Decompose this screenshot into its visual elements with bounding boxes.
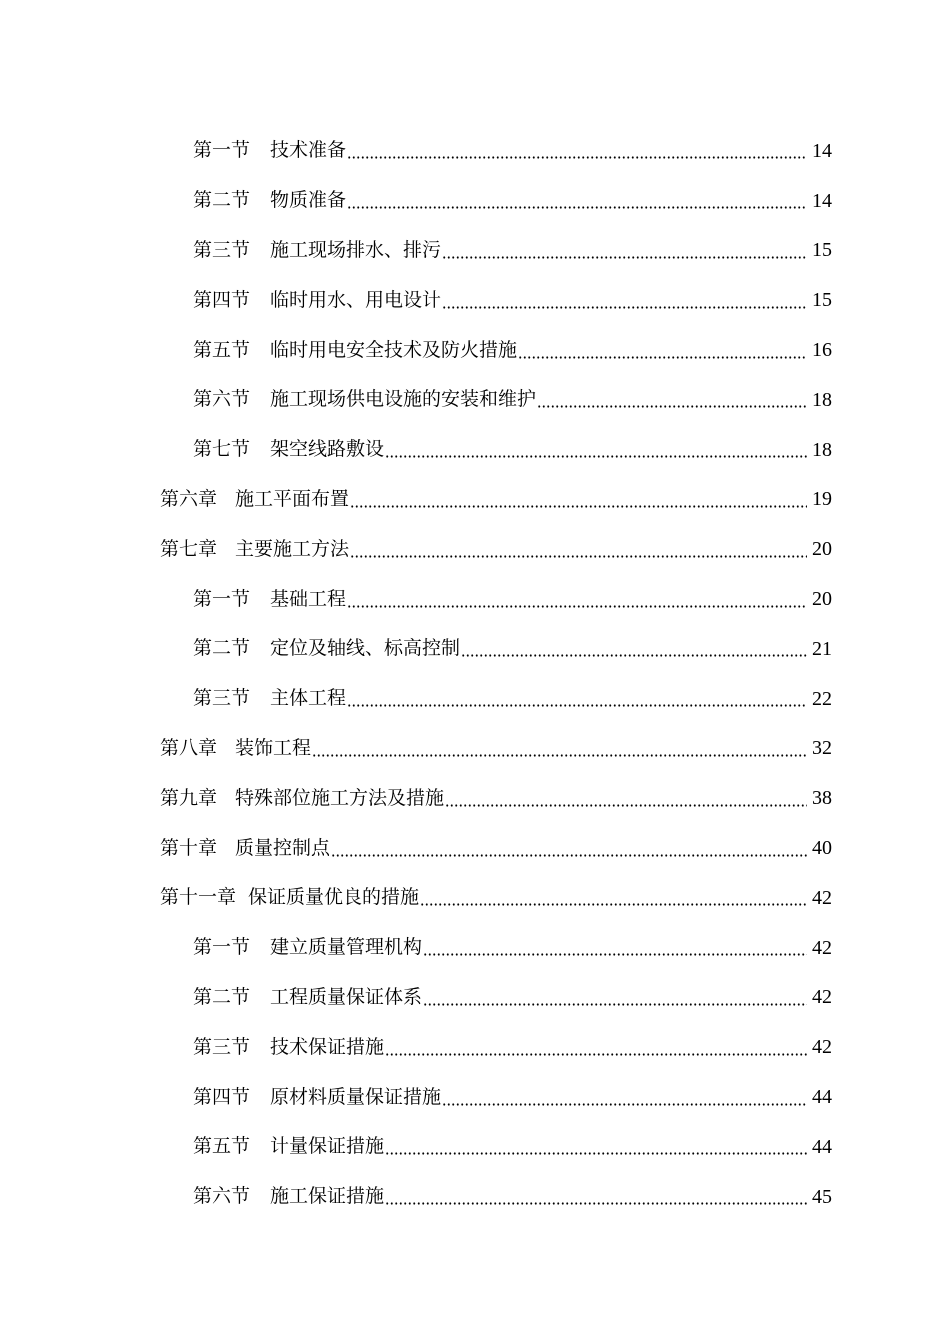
- toc-entry-text: [193, 938, 422, 957]
- toc-entry-text: [193, 191, 346, 210]
- toc-entry-page: 42: [812, 1036, 832, 1059]
- toc-entry-text: [193, 338, 518, 361]
- toc-entry[interactable]: [0, 524, 950, 574]
- toc-entry-label: 第五节: [193, 338, 251, 361]
- toc-entry-text: [193, 1085, 442, 1108]
- dot-leader: [385, 1137, 807, 1156]
- toc-entry-text: [193, 689, 346, 708]
- toc-entry-title: 主体工程: [270, 687, 347, 710]
- dot-leader: [445, 789, 807, 808]
- toc-entry-page: 22: [812, 687, 832, 710]
- toc-entry-text: [160, 836, 331, 859]
- toc-entry-title: 主要施工方法: [235, 537, 350, 560]
- toc-entry-title: 施工现场排水、排污: [270, 238, 442, 261]
- toc-entry-label: 第一节: [193, 587, 251, 610]
- toc-entry-text: [193, 141, 346, 160]
- toc-entry-label: 第二节: [193, 985, 251, 1008]
- dot-leader: [347, 590, 807, 609]
- toc-entry[interactable]: [0, 973, 950, 1023]
- toc-entry-label: 第九章: [160, 786, 218, 809]
- dot-leader: [385, 1187, 807, 1206]
- toc-entry-label: 第二节: [193, 189, 251, 212]
- toc-entry-label: 第二节: [193, 637, 251, 660]
- toc-entry[interactable]: [0, 126, 950, 176]
- toc-entry[interactable]: [0, 176, 950, 226]
- toc-entry-text: [160, 487, 350, 510]
- dot-leader: [347, 689, 807, 708]
- toc-entry[interactable]: [0, 873, 950, 923]
- dot-leader: [347, 191, 807, 210]
- toc-entry-title: 计量保证措施: [270, 1135, 385, 1158]
- toc-entry-label: 第十章: [160, 836, 218, 859]
- toc-entry[interactable]: [0, 1172, 950, 1222]
- toc-entry-page: 40: [812, 837, 832, 860]
- toc-entry-page: 15: [812, 289, 832, 312]
- toc-entry[interactable]: [0, 624, 950, 674]
- toc-entry-text: [193, 985, 423, 1008]
- toc-entry-text: [193, 1035, 385, 1058]
- toc-entry[interactable]: [0, 1022, 950, 1072]
- toc-entry-page: 44: [812, 1086, 832, 1109]
- dot-leader: [347, 141, 807, 160]
- toc-entry-label: 第一节: [193, 139, 251, 162]
- dot-leader: [312, 739, 807, 758]
- dot-leader: [420, 888, 807, 907]
- toc-entry[interactable]: [0, 1122, 950, 1172]
- toc-entry[interactable]: [0, 475, 950, 525]
- dot-leader: [385, 440, 807, 459]
- toc-entry[interactable]: [0, 375, 950, 425]
- toc-entry-title: 技术保证措施: [270, 1035, 385, 1058]
- dot-leader: [442, 1088, 807, 1107]
- toc-entry[interactable]: [0, 325, 950, 375]
- toc-entry-label: 第六章: [160, 487, 218, 510]
- toc-entry-title: 定位及轴线、标高控制: [270, 637, 461, 660]
- table-of-contents: [0, 126, 950, 1222]
- dot-leader: [423, 988, 807, 1007]
- toc-entry-text: [193, 587, 347, 610]
- dot-leader: [350, 540, 807, 559]
- toc-entry-title: 质量控制点: [235, 836, 331, 859]
- dot-leader: [331, 839, 807, 858]
- toc-entry-label: 第七节: [193, 438, 251, 461]
- toc-entry-title: 临时用水、用电设计: [270, 288, 442, 311]
- toc-entry-title: 施工现场供电设施的安装和维护: [270, 388, 537, 411]
- toc-entry[interactable]: [0, 226, 950, 276]
- toc-entry-label: 第七章: [160, 537, 218, 560]
- toc-entry-title: 物质准备: [270, 189, 347, 212]
- dot-leader: [385, 1038, 807, 1057]
- toc-entry-title: 建立质量管理机构: [270, 936, 423, 959]
- toc-entry[interactable]: [0, 724, 950, 774]
- toc-entry[interactable]: [0, 674, 950, 724]
- toc-entry[interactable]: [0, 1072, 950, 1122]
- toc-entry-page: 20: [812, 538, 832, 561]
- toc-entry[interactable]: [0, 773, 950, 823]
- toc-entry-page: 15: [812, 239, 832, 262]
- toc-entry[interactable]: [0, 275, 950, 325]
- toc-entry-text: [160, 786, 445, 809]
- toc-entry-text: [193, 288, 442, 311]
- dot-leader: [442, 291, 807, 310]
- toc-entry-page: 45: [812, 1185, 832, 1208]
- toc-entry-text: [193, 390, 536, 409]
- toc-entry-page: 16: [812, 339, 832, 362]
- dot-leader: [442, 241, 807, 260]
- toc-entry-text: [193, 1137, 384, 1156]
- toc-entry-page: 32: [812, 737, 832, 760]
- toc-entry-text: [193, 1187, 384, 1206]
- dot-leader: [350, 490, 807, 509]
- toc-entry-title: 装饰工程: [235, 736, 312, 759]
- toc-entry-label: 第三节: [193, 1035, 251, 1058]
- toc-entry-title: 特殊部位施工方法及措施: [235, 786, 445, 809]
- toc-entry-label: 第一节: [193, 936, 251, 959]
- toc-entry-text: [193, 238, 442, 261]
- toc-entry-label: 第六节: [193, 1185, 251, 1208]
- dot-leader: [423, 938, 807, 957]
- toc-entry-title: 临时用电安全技术及防火措施: [270, 338, 518, 361]
- toc-entry-label: 第三节: [193, 238, 251, 261]
- toc-entry-page: 42: [812, 886, 832, 909]
- toc-entry-text: [193, 639, 460, 658]
- toc-entry-title: 工程质量保证体系: [270, 985, 423, 1008]
- toc-entry-page: 19: [812, 488, 832, 511]
- toc-entry-label: 第四节: [193, 288, 251, 311]
- toc-entry-label: 第十一章: [160, 886, 237, 909]
- toc-entry-text: [193, 440, 384, 459]
- toc-entry-title: 技术准备: [270, 139, 347, 162]
- toc-entry-title: 基础工程: [270, 587, 347, 610]
- toc-entry-label: 第三节: [193, 687, 251, 710]
- toc-entry-label: 第六节: [193, 388, 251, 411]
- dot-leader: [518, 341, 807, 360]
- toc-entry-title: 施工保证措施: [270, 1185, 385, 1208]
- toc-entry-page: 42: [812, 936, 832, 959]
- toc-entry-title: 施工平面布置: [235, 487, 350, 510]
- toc-entry-text: [160, 537, 350, 560]
- toc-entry-page: 38: [812, 787, 832, 810]
- toc-entry-label: 第八章: [160, 736, 218, 759]
- toc-entry-page: 20: [812, 588, 832, 611]
- toc-entry-label: 第五节: [193, 1135, 251, 1158]
- toc-entry-text: [160, 888, 419, 907]
- toc-entry[interactable]: [0, 574, 950, 624]
- toc-entry-page: 42: [812, 986, 832, 1009]
- toc-entry[interactable]: [0, 923, 950, 973]
- toc-entry-page: 18: [812, 388, 832, 411]
- toc-entry-text: [160, 736, 312, 759]
- toc-entry-label: 第四节: [193, 1085, 251, 1108]
- toc-entry-page: 18: [812, 438, 832, 461]
- toc-entry-title: 原材料质量保证措施: [270, 1085, 442, 1108]
- toc-entry[interactable]: [0, 425, 950, 475]
- toc-entry-page: 44: [812, 1135, 832, 1158]
- dot-leader: [537, 390, 807, 409]
- toc-entry-page: 21: [812, 637, 832, 660]
- toc-entry-title: 架空线路敷设: [270, 438, 385, 461]
- dot-leader: [461, 639, 807, 658]
- toc-entry-title: 保证质量优良的措施: [248, 886, 420, 909]
- toc-entry-page: 14: [812, 189, 832, 212]
- toc-entry[interactable]: [0, 823, 950, 873]
- toc-entry-page: 14: [812, 139, 832, 162]
